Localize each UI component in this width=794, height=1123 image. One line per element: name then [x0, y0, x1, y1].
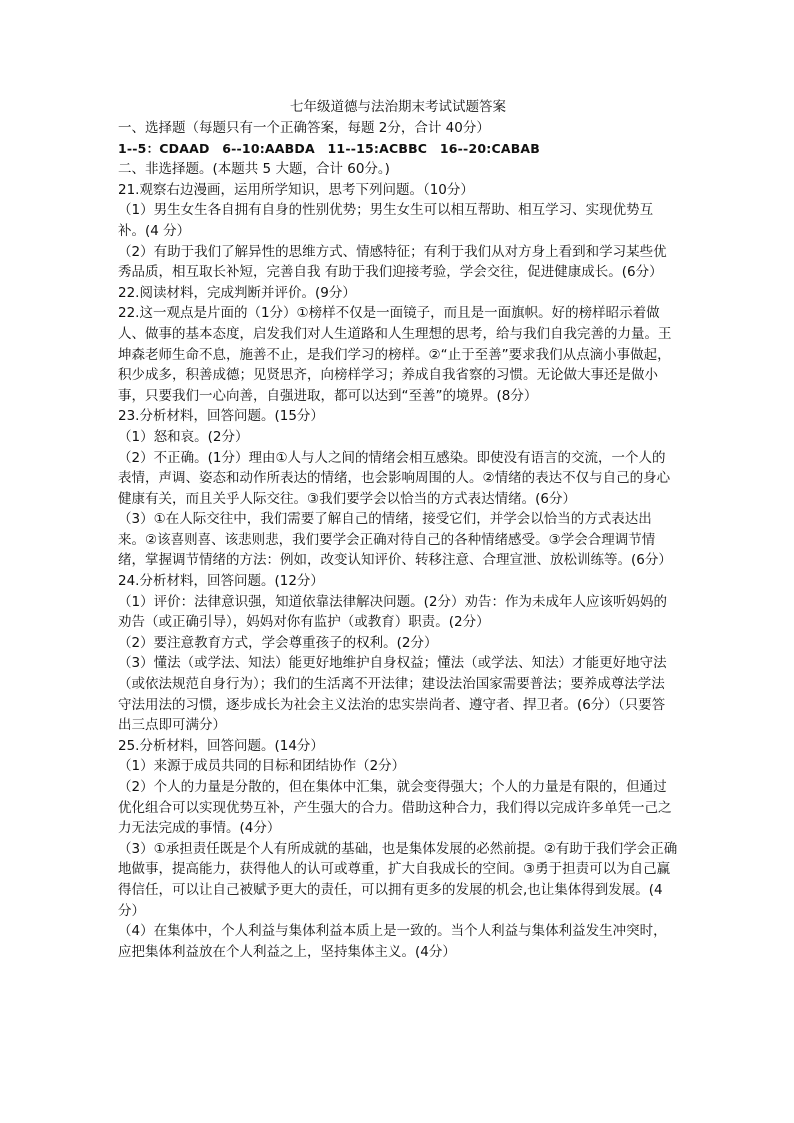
q21-answer-1: （1）男生女生各自拥有自身的性别优势；男生女生可以相互帮助、相互学习、实现优势互补。(4 分）: [118, 202, 654, 239]
q23-answer-3: （3）①在人际交往中，我们需要了解自己的情绪，接受它们，并学会以恰当的方式表达出来。②该喜则喜、该悲则悲，我们要学会正确对待自己的各种情绪感受。③学会合理调节情绪，掌握调节情绪的方法：例如，改变认知评价、转移注意、合理宣泄、放松训练等。(6分）: [118, 511, 672, 569]
q25-answer-2: （2）个人的力量是分散的，但在集体中汇集，就会变得强大；个人的力量是有限的，但通过优化组合可以实现优势互补，产生强大的合力。借助这种合力，我们得以完成许多单凭一己之力无法完成的事情。(4分）: [118, 779, 672, 837]
q24-heading: 24.分析材料，回答问题。(12分）: [118, 573, 324, 590]
q23-answer-2: （2）不正确。(1分）理由①人与人之间的情绪会相互感染。即使没有语言的交流，一个人的表情，声调、姿态和动作所表达的情绪，也会影响周围的人。②情绪的表达不仅与自己的身心健康有关，而且关乎人际交往。③我们要学会以恰当的方式表达情绪。(6分）: [118, 449, 671, 507]
q22-answer: 22.这一观点是片面的（1分）①榜样不仅是一面镜子，而且是一面旗帜。好的榜样昭示着做人、做事的基本态度，启发我们对人生道路和人生理想的思考，给与我们自我完善的力量。王坤森老师生命不息，施善不止，是我们学习的榜样。②“止于至善”要求我们从点滴小事做起，积少成多，积善成德；见贤思齐，向榜样学习；养成自我省察的习惯。无论做大事还是做小事，只要我们一心向善，自强进取，都可以达到“至善”的境界。(8分）: [118, 305, 672, 404]
choice-answers: 1--5：CDAAD 6--10:AABDA 11--15:ACBBC 16--20:CABAB: [118, 140, 541, 156]
q24-answer-2: （2）要注意教育方式，学会尊重孩子的权利。(2分）: [118, 634, 438, 651]
q23-answer-1: （1）怒和哀。(2分）: [118, 428, 249, 445]
answer-sheet: [118, 98, 678, 962]
q24-answer-1: （1）评价：法律意识强，知道依靠法律解决问题。(2分）劝告：作为未成年人应该听妈妈的劝告（或正确引导），妈妈对你有监护（或教育）职责。(2分）: [118, 593, 667, 631]
q21-heading: 21.观察右边漫画，运用所学知识，思考下列问题。（10分）: [118, 181, 474, 198]
q24-answer-3: （3）懂法（或学法、知法）能更好地维护自身权益；懂法（或学法、知法）才能更好地守法（或依法规范自身行为）；我们的生活离不开法律；建设法治国家需要普法；要养成尊法学法守法用法的习惯，逐步成长为社会主义法治的忠实崇尚者、遵守者、捍卫者。(6分）（只要答出三点即可满分）: [118, 655, 667, 734]
q25-answer-4: （4）在集体中，个人利益与集体利益本质上是一致的。当个人利益与集体利益发生冲突时，应把集体利益放在个人利益之上，坚持集体主义。(4分）: [118, 923, 667, 960]
section2-heading: 二、非选择题。(本题共 5 大题，合计 60分。): [118, 161, 390, 178]
q22-heading: 22.阅读材料，完成判断并评价。(9分）: [118, 284, 356, 301]
q25-answer-3: （3）①承担责任既是个人有所成就的基础，也是集体发展的必然前提。②有助于我们学会正确地做事，提高能力，获得他人的认可或尊重，扩大自我成长的空间。③勇于担责可以为自己赢得信任，可以让自己被赋予更大的责任，可以拥有更多的发展的机会,也让集体得到发展。(4分）: [118, 840, 678, 919]
page-title: 七年级道德与法治期末考试试题答案: [290, 99, 506, 115]
q21-answer-2: （2）有助于我们了解异性的思维方式、情感特征；有利于我们从对方身上看到和学习某些优秀品质，相互取长补短，完善自我 有助于我们迎接考验，学会交往，促进健康成长。(6分）: [118, 243, 667, 281]
section1-heading: 一、选择题（每题只有一个正确答案，每题 2分，合计 40分）: [118, 120, 490, 136]
q25-heading: 25.分析材料，回答问题。(14分）: [118, 737, 324, 754]
q23-heading: 23.分析材料，回答问题。(15分）: [118, 408, 324, 425]
q25-answer-1: （1）来源于成员共同的目标和团结协作（2分）: [118, 758, 406, 775]
